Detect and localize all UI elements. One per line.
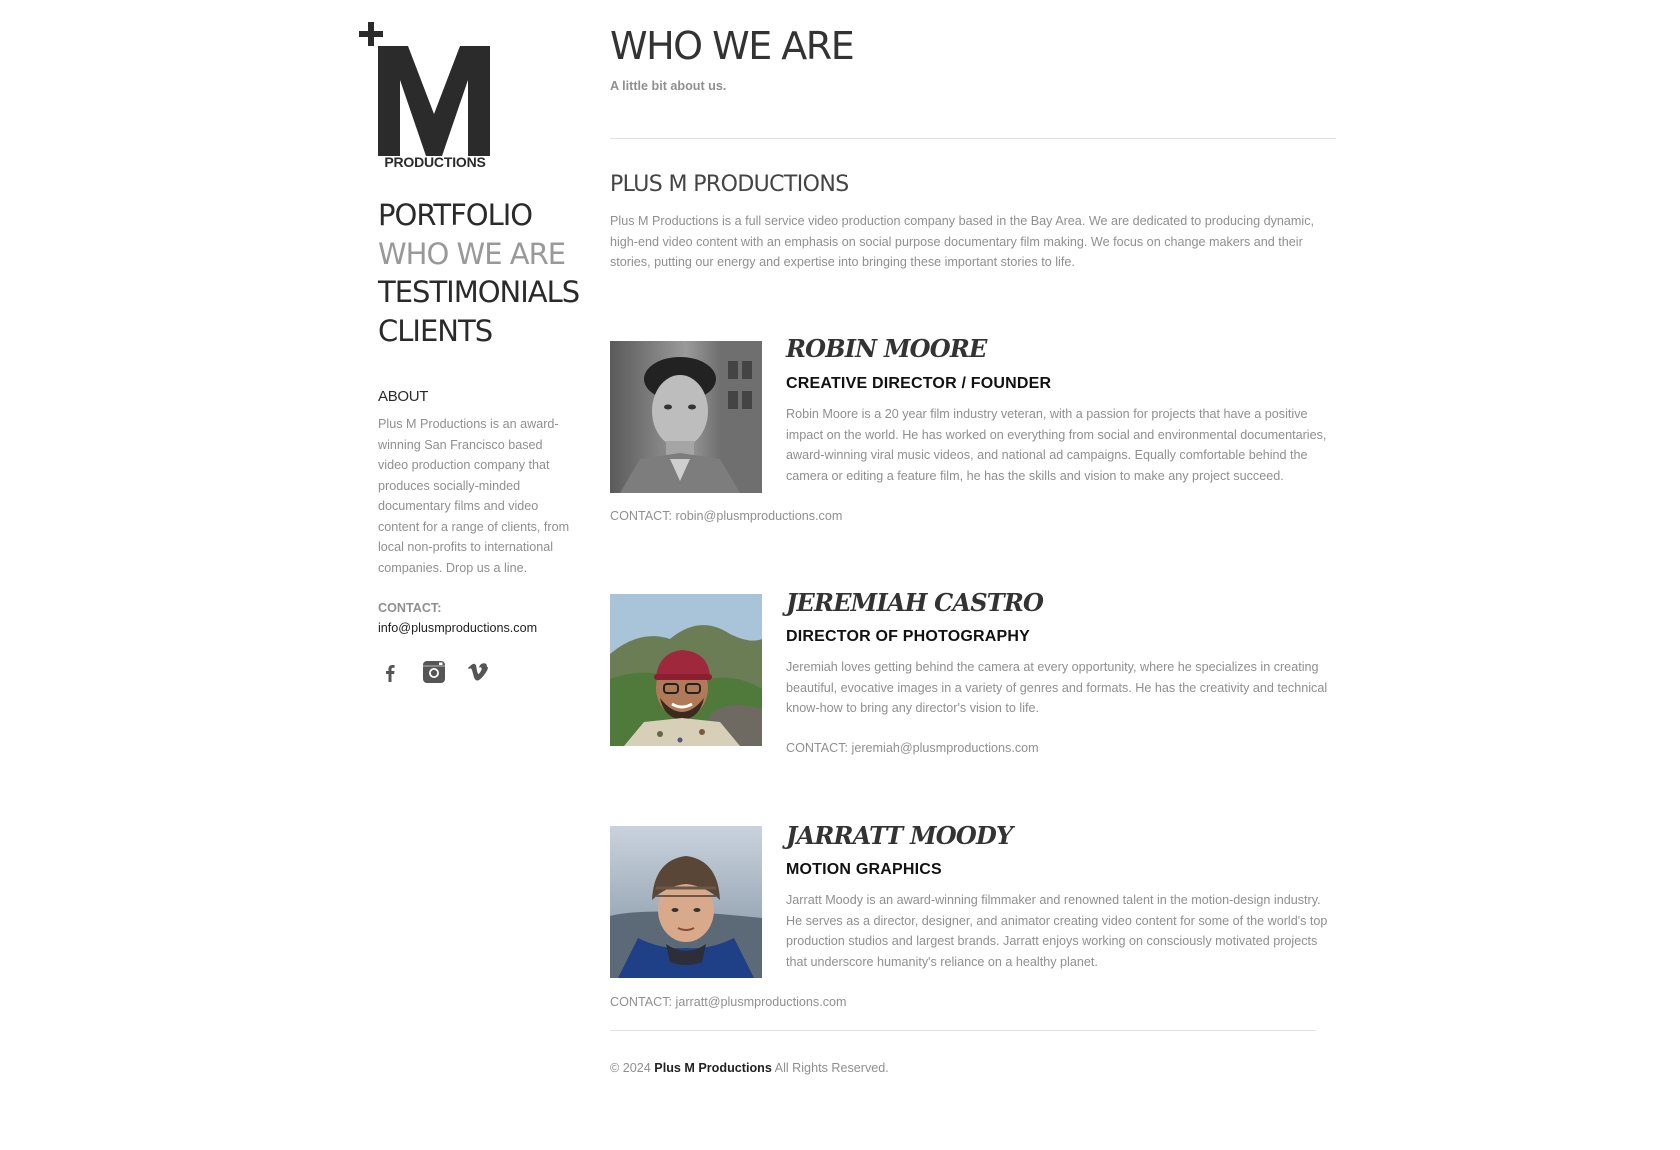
team-member-contact[interactable]: CONTACT: jeremiah@plusmproductions.com [786,741,1039,755]
team-member-role: CREATIVE DIRECTOR / FOUNDER [786,375,1052,392]
about-heading: ABOUT [378,388,429,405]
company-description: Plus M Productions is a full service video production company based in the Bay Area. We are dedicated to producing dynamic, high-end video content with an emphasis on social purpose documentary film making. We focus on change makers and their stories, putting our energy and expertise into bringing these important stories to life. [610,214,1315,269]
footer-year: © 2024 [610,1061,651,1075]
logo-m-glyph [378,46,490,156]
team-member-name: JARRATT MOODY [786,821,1013,850]
team-member-contact[interactable]: CONTACT: robin@plusmproductions.com [610,509,843,523]
footer-rights: All Rights Reserved. [774,1061,889,1075]
team-member-contact[interactable]: CONTACT: jarratt@plusmproductions.com [610,995,847,1009]
team-photo-jeremiah [610,594,762,746]
team-member-bio: Jarratt Moody is an award-winning filmmaker and renowned talent in the motion-design industry. He serves as a director, designer, and animator creating video content for some of the world's top production studios and largest brands. Jarratt enjoys working on consciously motivated projects that underscore humanity's reliance on a healthy planet. [786,893,1328,969]
page-title: WHO WE ARE [610,24,854,68]
nav-item-who-we-are[interactable]: WHO WE ARE [378,236,566,271]
facebook-icon[interactable] [378,660,402,684]
nav-item-portfolio[interactable]: PORTFOLIO [378,198,533,232]
vimeo-icon[interactable] [466,660,490,684]
footer-divider [610,1030,1316,1031]
nav-item-clients[interactable]: CLIENTS [378,313,493,348]
logo-wordmark: PRODUCTIONS [384,154,486,170]
main-nav [378,196,579,350]
about-text: Plus M Productions is an award-winning San Francisco based video production company that produces socially-minded documentary films and video content for a range of clients, from local non-profits to international companies. Drop us a line. [378,417,570,575]
instagram-icon[interactable] [422,660,446,684]
team-member-bio: Robin Moore is a 20 year film industry veteran, with a passion for projects that have a positive impact on the world. He has worked on everything from social and environmental documentaries, award-winning viral music videos, and national ad campaigns. Equally comfortable behind the camera or editing a feature film, he has the skills and vision to make any project succeed. [786,407,1327,483]
team-member-bio: Jeremiah loves getting behind the camera at every opportunity, where he specializes in creating beautiful, evocative images in a variety of genres and formats. He has the creativity and technical know-how to bring any director's vision to life. [786,660,1328,715]
plus-m-logo[interactable] [358,22,494,172]
team-photo-jarratt [610,826,762,978]
team-photo-robin [610,341,762,493]
page-subtitle: A little bit about us. [610,79,727,93]
social-links [378,660,490,684]
team-member-name: JEREMIAH CASTRO [786,588,1044,617]
divider [610,138,1336,139]
footer-company[interactable]: Plus M Productions [654,1061,772,1075]
team-member-name: ROBIN MOORE [786,334,987,363]
team-member-role: DIRECTOR OF PHOTOGRAPHY [786,628,1031,645]
contact-email-link[interactable]: info@plusmproductions.com [378,621,538,635]
footer-copyright [610,1061,889,1075]
contact-label: CONTACT: [378,601,442,615]
team-member-role: MOTION GRAPHICS [786,861,942,878]
company-heading: PLUS M PRODUCTIONS [610,172,849,197]
nav-item-testimonials[interactable]: TESTIMONIALS [378,275,580,309]
